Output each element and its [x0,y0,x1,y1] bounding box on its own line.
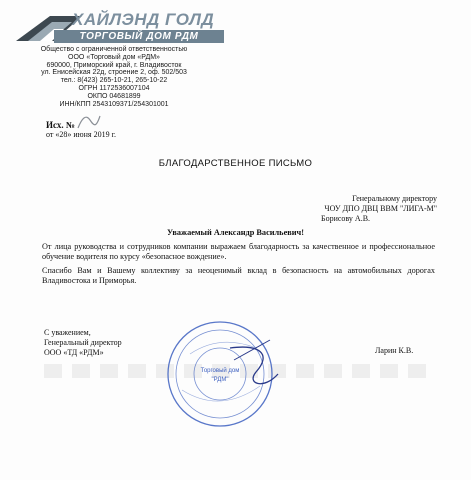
outgoing-date: от «28» июня 2019 г. [46,130,116,139]
letterhead-line: ИНН/КПП 2543109371/254301001 [59,100,169,108]
letterhead-line: ОКПО 04681899 [87,92,141,100]
letterhead-line: ОГРН 1172536007104 [78,84,150,92]
addressee-organization: ЧОУ ДПО ДВЦ ВВМ "ЛИГА-М" [324,204,437,213]
letterhead-line: Общество с ограниченной ответственностью [40,46,188,53]
body-paragraph-1: От лица руководства и сотрудников компании выражаем благодарность за качественное и профессиональное обучение водителя по курсу «безопасное вождение». [42,242,435,262]
closing-block [44,328,122,358]
company-logo [14,10,214,44]
body-paragraph-2: Спасибо Вам и Вашему коллективу за неоценимый вклад в безопасность на автомобильных дорогах Владивостока и Приморья. [42,266,435,286]
company-stamp [160,314,280,434]
handwritten-number-icon [74,112,104,132]
company-subbrand: ТОРГОВЫЙ ДОМ РДМ [54,30,224,43]
closing-position: Генеральный директор [44,338,122,347]
letterhead-line: тел.: 8(423) 265-10-21, 265-10-22 [60,77,168,85]
company-name: ХАЙЛЭНД ГОЛД [72,10,215,29]
closing-regards: С уважением, [44,328,91,337]
stamp-center-line1: Торговый дом [200,368,240,374]
closing-organization: ООО «ТД «РДМ» [44,348,104,357]
addressee-name: Борисову А.В. [321,214,371,223]
signer-name: Ларин К.В. [375,346,414,355]
greeting: Уважаемый Александр Васильевич! [167,228,304,237]
outgoing-number: Исх. № [46,120,75,130]
letterhead-line: ул. Енисейская 22д, строение 2, оф. 502/503 [41,69,187,77]
letterhead-line: ООО «Торговый дом «РДМ» [68,53,160,61]
letterhead-line: 690000, Приморский край, г. Владивосток [46,61,182,69]
stamp-center-line2: "РДМ" [211,377,229,383]
letter-title: БЛАГОДАРСТВЕННОЕ ПИСЬМО [158,158,313,169]
letterhead-details [14,46,214,108]
addressee-block [237,194,437,224]
addressee-position: Генеральному директору [352,194,437,203]
